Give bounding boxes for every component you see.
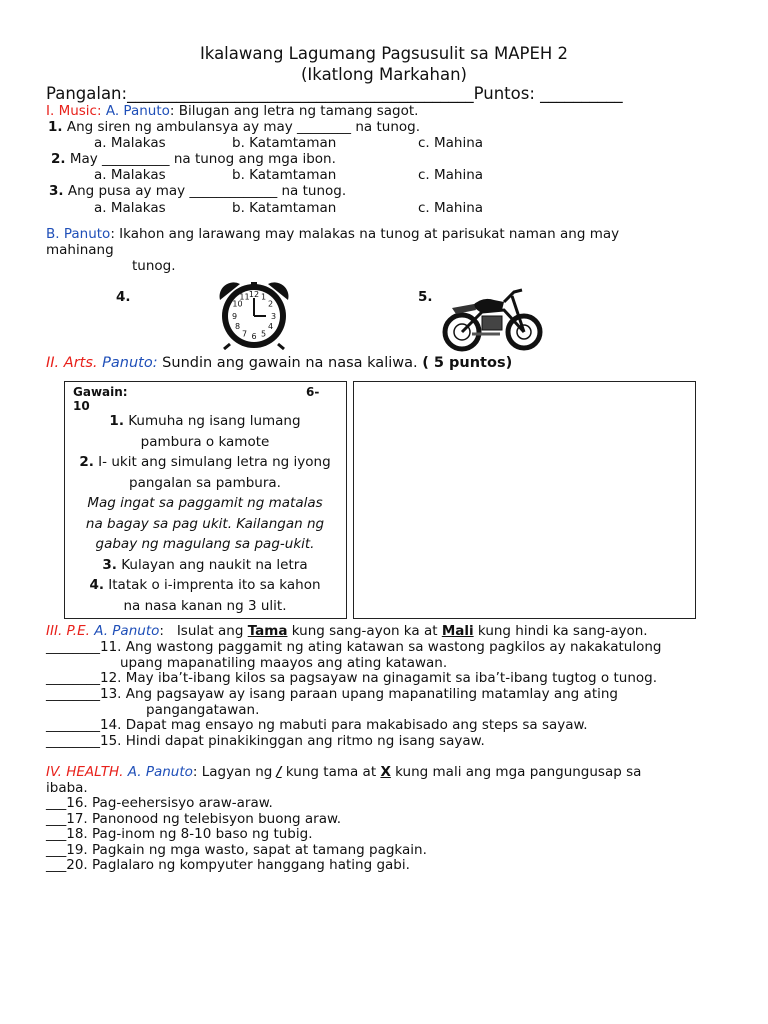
music-instruction: [46, 103, 418, 119]
svg-text:3: 3: [270, 312, 277, 321]
check-mark-symbol: /: [276, 764, 282, 780]
pe-item-12: ________12. May iba’t-ibang kilos sa pagsayaw na ginagamit sa iba’t-ibang tugtog o tunog.: [46, 670, 657, 686]
health-instruction: IV. HEALTH. A. Panuto: Lagyan ng / kung tama at X kung mali ang mga pangungusap sa: [46, 764, 642, 780]
name-score-line: [46, 84, 623, 104]
arts-panuto-label: Panuto:: [102, 355, 158, 371]
health-item-20: ___20. Paglalaro ng kompyuter hanggang hating gabi.: [46, 857, 410, 873]
health-item-16: ___16. Pag-eehersisyo araw-araw.: [46, 795, 273, 811]
question-text: May __________ na tunog ang mga ibon.: [69, 151, 336, 167]
svg-text:9: 9: [231, 312, 238, 321]
step-2-line-2: pangalan sa pambura.: [129, 475, 281, 491]
music-part-a-label: A. Panuto: [105, 103, 170, 119]
health-part-a-label: A. Panuto: [127, 764, 193, 780]
choice-c: c. Mahina: [418, 200, 484, 216]
safety-note-line-2: na bagay sa pag ukit. Kailangan ng: [85, 516, 325, 532]
arts-instruction: [46, 354, 512, 372]
name-label: Pangalan:: [46, 84, 128, 103]
choice-c: c. Mahina: [418, 135, 484, 151]
step-1-line-2: pambura o kamote: [140, 434, 270, 450]
choice-b: b. Katamtaman: [232, 200, 337, 216]
name-blank: __________________________________________: [127, 84, 474, 103]
page-subtitle: (Ikatlong Markahan): [301, 65, 467, 84]
health-instruction-cont: ibaba.: [46, 780, 88, 796]
svg-text:11: 11: [239, 292, 250, 302]
svg-text:10: 10: [232, 299, 243, 309]
step-2-line-1: 2. I- ukit ang simulang letra ng iyong: [79, 454, 331, 470]
mali-keyword: Mali: [441, 623, 474, 639]
item-5-number: 5.: [418, 289, 433, 305]
music-instruction-text: : Bilugan ang letra ng tamang sagot.: [169, 103, 419, 119]
score-label: Puntos:: [473, 84, 535, 103]
music-part-b-line2: mahinang: [46, 242, 114, 258]
health-section-label: IV. HEALTH.: [46, 764, 124, 780]
page-title: Ikalawang Lagumang Pagsusulit sa MAPEH 2: [199, 44, 569, 63]
gawain-range-end: 10: [73, 399, 90, 413]
pe-section-label: III. P.E.: [46, 623, 90, 639]
choice-c: c. Mahina: [418, 167, 484, 183]
motorcycle-engine: [482, 316, 502, 330]
safety-note-line-1: Mag ingat sa paggamit ng matalas: [87, 495, 323, 511]
svg-text:6: 6: [251, 332, 257, 341]
music-section-label: I. Music:: [46, 103, 102, 119]
motorcycle-image[interactable]: [442, 284, 544, 356]
choice-a: a. Malakas: [94, 200, 166, 216]
health-item-17: ___17. Panonood ng telebisyon buong araw.: [46, 811, 342, 827]
gawain-range: 6-: [306, 385, 320, 399]
safety-note-line-3: gabay ng magulang sa pag-ukit.: [95, 536, 315, 552]
svg-text:12: 12: [248, 290, 260, 299]
svg-text:7: 7: [241, 329, 248, 339]
music-part-b-text: : Ikahon ang larawang may malakas na tunog at parisukat naman ang may: [110, 226, 620, 242]
question-1: [48, 119, 420, 135]
choice-a: a. Malakas: [94, 135, 166, 151]
arts-instruction-text: Sundin ang gawain na nasa kaliwa.: [157, 355, 418, 371]
pe-item-13: ________13. Ang pagsayaw ay isang paraan upang mapanatiling matamlay ang ating: [46, 686, 618, 702]
music-part-b-line3: tunog.: [132, 258, 176, 274]
svg-text:1: 1: [260, 292, 267, 302]
item-4-number: 4.: [116, 289, 131, 305]
step-1-line-1: 1. Kumuha ng isang lumang: [109, 413, 301, 429]
svg-text:8: 8: [234, 322, 241, 331]
question-number: 2.: [51, 151, 66, 167]
pe-item-15: ________15. Hindi dapat pinakikinggan ang ritmo ng isang sayaw.: [46, 733, 485, 749]
tama-keyword: Tama: [247, 623, 288, 639]
gawain-label: Gawain:: [73, 385, 128, 399]
choice-b: b. Katamtaman: [232, 167, 337, 183]
step-4-line-2: na nasa kanan ng 3 ulit.: [123, 598, 287, 614]
question-text: Ang siren ng ambulansya ay may ________ na tunog.: [66, 119, 420, 135]
arts-section-label: II. Arts.: [46, 355, 98, 371]
question-text: Ang pusa ay may _____________ na tunog.: [67, 183, 347, 199]
pe-item-11: ________11. Ang wastong paggamit ng ating katawan sa wastong pagkilos ay nakakatulong: [46, 639, 662, 655]
step-3: 3. Kulayan ang naukit na letra: [102, 557, 308, 573]
svg-text:4: 4: [267, 322, 274, 331]
clock-leg-right: [278, 344, 284, 349]
pe-item-14: ________14. Dapat mag ensayo ng mabuti para makabisado ang steps sa sayaw.: [46, 717, 588, 733]
music-part-b-instruction: [46, 226, 619, 242]
question-3: [49, 183, 346, 199]
choice-b: b. Katamtaman: [232, 135, 337, 151]
score-blank: __________: [540, 84, 623, 103]
arts-points: ( 5 puntos): [422, 355, 513, 371]
svg-text:5: 5: [260, 329, 267, 339]
choice-a: a. Malakas: [94, 167, 166, 183]
health-item-18: ___18. Pag-inom ng 8-10 baso ng tubig.: [46, 826, 313, 842]
clock-leg-left: [224, 344, 230, 349]
pe-item-11-cont: upang mapanatiling maayos ang ating katawan.: [120, 655, 448, 671]
question-2: [51, 151, 336, 167]
step-4-line-1: 4. Itatak o i-imprenta ito sa kahon: [89, 577, 321, 593]
gawain-box: [64, 381, 347, 619]
pe-item-13-cont: pangangatawan.: [146, 702, 260, 718]
motorcycle-tank: [472, 299, 504, 312]
question-number: 3.: [49, 183, 64, 199]
alarm-clock-image[interactable]: [214, 278, 294, 350]
pe-part-a-label: A. Panuto: [94, 623, 160, 639]
svg-text:2: 2: [267, 299, 274, 309]
music-part-b-label: B. Panuto: [46, 226, 111, 242]
stamp-answer-box[interactable]: [353, 381, 696, 619]
question-number: 1.: [48, 119, 63, 135]
pe-instruction: III. P.E. A. Panuto: Isulat ang Tama kung sang-ayon ka at Mali kung hindi ka sang-ayon.: [46, 623, 648, 639]
x-mark-symbol: X: [380, 764, 391, 780]
health-item-19: ___19. Pagkain ng mga wasto, sapat at tamang pagkain.: [46, 842, 427, 858]
motorcycle-seat: [452, 304, 476, 314]
